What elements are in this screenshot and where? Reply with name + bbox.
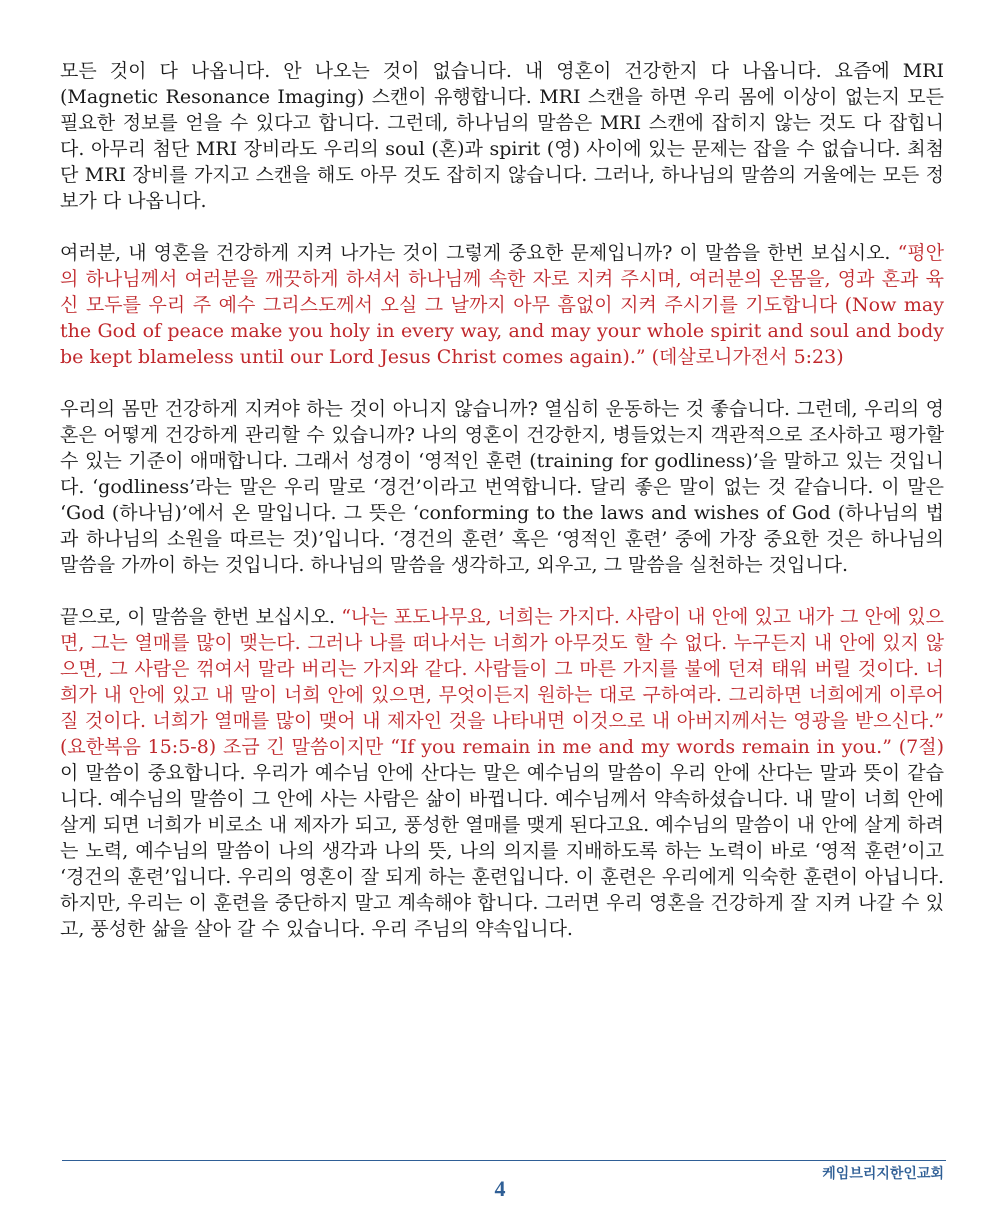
paragraph-vine xyxy=(60,604,944,942)
paragraph-thessalonians xyxy=(60,240,944,370)
sermon-body xyxy=(60,58,944,968)
paragraph-mri xyxy=(60,58,944,214)
body-text: 이 말씀이 중요합니다. 우리가 예수님 안에 산다는 말은 예수님의 말씀이 우리 안에 산다는 말과 뜻이 같습니다. 예수님의 말씀이 그 안에 사는 사람은 삶이 바뀝니다. 예수님께서 약속하셨습니다. 내 말이 너희 안에 살게 되면 너희가 비로소 내 제자가 되고, 풍성한 열매를 맺게 된다고요. 예수님의 말씀이 내 안에 살게 하려는 노력, 예수님의 말씀이 나의 생각과 나의 뜻, 나의 의지를 지배하도록 하는 노력이 바로 ‘영적 훈련’이고 ‘경건의 훈련’입니다. 우리의 영혼이 잘 되게 하는 훈련입니다. 이 훈련은 우리에게 익숙한 훈련이 아닙니다. 하지만, 우리는 이 훈련을 중단하지 말고 계속해야 합니다. 그러면 우리 영혼을 건강하게 잘 지켜 나갈 수 있고, 풍성한 삶을 살아 갈 수 있습니다. 우리 주님의 약속입니다. xyxy=(60,762,944,940)
body-text: 끝으로, 이 말씀을 한번 보십시오. xyxy=(60,606,342,628)
body-text: 모든 것이 다 나옵니다. 안 나오는 것이 없습니다. 내 영혼이 건강한지 다 나옵니다. 요즘에 MRI (Magnetic Resonance Imaging) 스캔이 유행합니다. MRI 스캔을 하면 우리 몸에 이상이 없는지 모든 필요한 정보를 얻을 수 있다고 합니다. 그런데, 하나님의 말씀은 MRI 스캔에 잡히지 않는 것도 다 잡힙니다. 아무리 첨단 MRI 장비라도 우리의 soul (혼)과 spirit (영) 사이에 있는 문제는 잡을 수 없습니다. 최첨단 MRI 장비를 가지고 스캔을 해도 아무 것도 잡히지 않습니다. 그러나, 하나님의 말씀의 거울에는 모든 정보가 다 나옵니다. xyxy=(60,60,944,212)
page-number: 4 xyxy=(494,1176,506,1201)
footer-divider xyxy=(62,1160,946,1161)
body-text: 여러분, 내 영혼을 건강하게 지켜 나가는 것이 그렇게 중요한 문제입니까? 이 말씀을 한번 보십시오. xyxy=(60,242,898,264)
scripture-quote: “나는 포도나무요, 너희는 가지다. 사람이 내 안에 있고 내가 그 안에 있으면, 그는 열매를 많이 맺는다. 그러나 나를 떠나서는 너희가 아무것도 할 수 없다. 누구든지 내 안에 있지 않으면, 그 사람은 꺾여서 말라 버리는 가지와 같다. 사람들이 그 마른 가지를 불에 던져 태워 버릴 것이다. 너희가 내 안에 있고 내 말이 너희 안에 있으면, 무엇이든지 원하는 대로 구하여라. 그리하면 너희에게 이루어질 것이다. 너희가 열매를 많이 맺어 내 제자인 것을 나타내면 이것으로 내 아버지께서는 영광을 받으신다.” (요한복음 15:5-8) 조금 긴 말씀이지만 “If you remain in me and my words remain in you.” (7절) xyxy=(60,606,944,758)
paragraph-godliness xyxy=(60,396,944,578)
church-name: 케임브리지한인교회 xyxy=(822,1166,944,1182)
body-text: 우리의 몸만 건강하게 지켜야 하는 것이 아니지 않습니까? 열심히 운동하는 것 좋습니다. 그런데, 우리의 영혼은 어떻게 건강하게 관리할 수 있습니까? 나의 영혼이 건강한지, 병들었는지 객관적으로 조사하고 평가할 수 있는 기준이 애매합니다. 그래서 성경이 ‘영적인 훈련 (training for godliness)’을 말하고 있는 것입니다. ‘godliness’라는 말은 우리 말로 ‘경건’이라고 번역합니다. 달리 좋은 말이 없는 것 같습니다. 이 말은 ‘God (하나님)’에서 온 말입니다. 그 뜻은 ‘conforming to the laws and wishes of God (하나님의 법과 하나님의 소원을 따르는 것)’입니다. ‘경건의 훈련’ 혹은 ‘영적인 훈련’ 중에 가장 중요한 것은 하나님의 말씀을 가까이 하는 것입니다. 하나님의 말씀을 생각하고, 외우고, 그 말씀을 실천하는 것입니다. xyxy=(60,398,944,576)
scripture-quote: “평안의 하나님께서 여러분을 깨끗하게 하셔서 하나님께 속한 자로 지켜 주시며, 여러분의 온몸을, 영과 혼과 육신 모두를 우리 주 예수 그리스도께서 오실 그 날까지 아무 흠없이 지켜 주시기를 기도합니다 (Now may the God of peace make you holy in every way, and may your whole spirit and soul and body be kept blameless until our Lord Jesus Christ comes again).” (데살로니가전서 5:23) xyxy=(60,242,944,368)
